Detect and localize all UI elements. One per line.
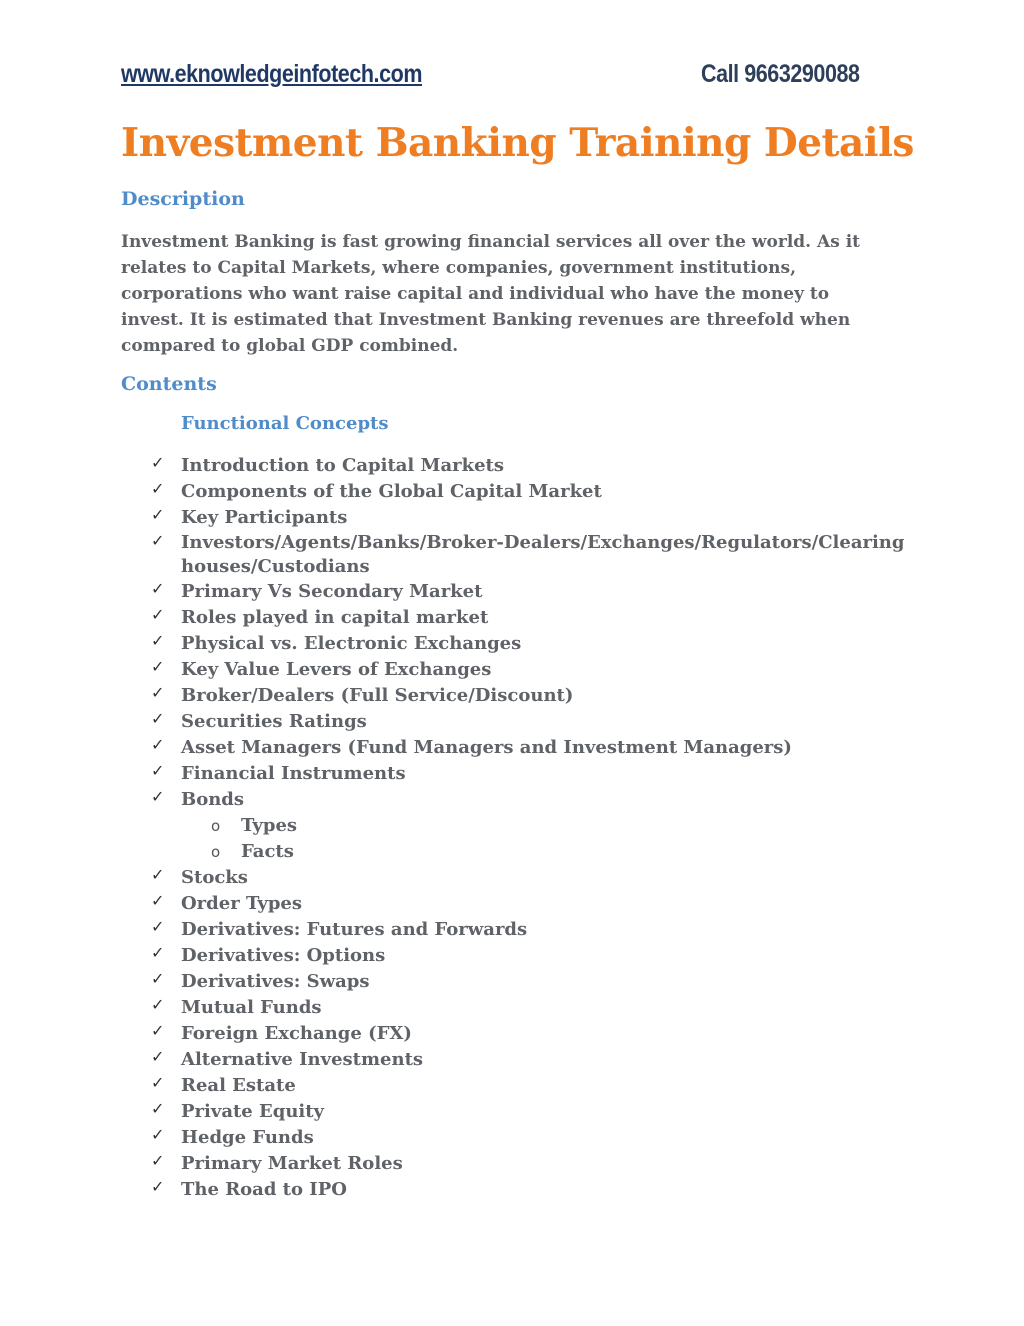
list-item-label: Primary Market Roles (181, 1153, 403, 1174)
list-item-label: Broker/Dealers (Full Service/Discount) (181, 685, 574, 706)
list-item (121, 683, 911, 709)
list-item (121, 787, 911, 813)
list-item-label: Bonds (181, 789, 245, 810)
checkmark-icon: ✓ (151, 787, 165, 806)
list-item-label: Derivatives: Swaps (181, 971, 370, 992)
page-header (121, 60, 911, 96)
list-item (121, 531, 911, 579)
list-item (121, 579, 911, 605)
list-item-label: Derivatives: Futures and Forwards (181, 919, 528, 940)
list-item (121, 453, 911, 479)
list-item (121, 969, 911, 995)
checkmark-icon: ✓ (151, 657, 165, 676)
list-item (121, 505, 911, 531)
checkmark-icon: ✓ (151, 579, 165, 598)
checkmark-icon: ✓ (151, 605, 165, 624)
list-item-label: Key Value Levers of Exchanges (181, 659, 492, 680)
list-item (121, 1099, 911, 1125)
list-item-label: Key Participants (181, 507, 348, 528)
list-item (121, 1047, 911, 1073)
description-heading: Description (121, 188, 245, 210)
checkmark-icon: ✓ (151, 995, 165, 1014)
list-item-label: Asset Managers (Fund Managers and Investment Managers) (181, 737, 792, 758)
checkmark-icon: ✓ (151, 891, 165, 910)
checkmark-icon: ✓ (151, 479, 165, 498)
checkmark-icon: ✓ (151, 943, 165, 962)
phone-number: Call 9663290088 (701, 60, 860, 88)
checkmark-icon: ✓ (151, 531, 165, 550)
list-item (121, 891, 911, 917)
website-link[interactable]: www.eknowledgeinfotech.com (121, 60, 423, 88)
list-item-label: Investors/Agents/Banks/Broker-Dealers/Exchanges/Regulators/Clearing houses/Custodians (181, 532, 905, 577)
list-item-label: Alternative Investments (181, 1049, 424, 1070)
checkmark-icon: ✓ (151, 1151, 165, 1170)
checkmark-icon: ✓ (151, 683, 165, 702)
list-item-label: Roles played in capital market (181, 607, 489, 628)
list-item-label: Foreign Exchange (FX) (181, 1023, 412, 1044)
checkmark-icon: ✓ (151, 1125, 165, 1144)
checkmark-icon: ✓ (151, 1073, 165, 1092)
list-item-label: Financial Instruments (181, 763, 406, 784)
list-item-label: Physical vs. Electronic Exchanges (181, 633, 522, 654)
sub-list-item (121, 813, 911, 839)
checkmark-icon: ✓ (151, 709, 165, 728)
list-item (121, 995, 911, 1021)
sub-list-item-label: Types (241, 815, 298, 836)
list-item-label: Private Equity (181, 1101, 325, 1122)
circle-bullet-icon: o (211, 817, 221, 835)
list-item-label: Derivatives: Options (181, 945, 386, 966)
list-item-label: Primary Vs Secondary Market (181, 581, 483, 602)
sub-list-item-label: Facts (241, 841, 294, 862)
list-item (121, 735, 911, 761)
functional-concepts-heading: Functional Concepts (181, 413, 389, 434)
checkmark-icon: ✓ (151, 865, 165, 884)
list-item-label: Real Estate (181, 1075, 296, 1096)
list-item-label: Order Types (181, 893, 302, 914)
checkmark-icon: ✓ (151, 1099, 165, 1118)
checkmark-icon: ✓ (151, 1021, 165, 1040)
contents-heading: Contents (121, 373, 217, 395)
checkmark-icon: ✓ (151, 631, 165, 650)
list-item (121, 657, 911, 683)
contents-list (121, 453, 911, 1203)
list-item (121, 1177, 911, 1203)
checkmark-icon: ✓ (151, 1047, 165, 1066)
checkmark-icon: ✓ (151, 735, 165, 754)
list-item-label: Components of the Global Capital Market (181, 481, 602, 502)
list-item (121, 1125, 911, 1151)
checkmark-icon: ✓ (151, 505, 165, 524)
list-item (121, 1073, 911, 1099)
list-item (121, 709, 911, 735)
sub-list-item (121, 839, 911, 865)
checkmark-icon: ✓ (151, 917, 165, 936)
checkmark-icon: ✓ (151, 761, 165, 780)
list-item (121, 479, 911, 505)
list-item-label: Mutual Funds (181, 997, 322, 1018)
list-item (121, 1151, 911, 1177)
list-item (121, 631, 911, 657)
page-title: Investment Banking Training Details (121, 120, 914, 166)
list-item (121, 761, 911, 787)
checkmark-icon: ✓ (151, 1177, 165, 1196)
list-item (121, 605, 911, 631)
checkmark-icon: ✓ (151, 969, 165, 988)
list-item-label: Introduction to Capital Markets (181, 455, 504, 476)
list-item (121, 917, 911, 943)
list-item (121, 943, 911, 969)
list-item (121, 1021, 911, 1047)
list-item-label: Stocks (181, 867, 248, 888)
list-item-label: Hedge Funds (181, 1127, 314, 1148)
circle-bullet-icon: o (211, 843, 221, 861)
description-text: Investment Banking is fast growing financial services all over the world. As it relates to Capital Markets, where companies, government institutions, corporations who want raise capital and individual who have the money to invest. It is estimated that Investment Banking revenues are threefold when compared to global GDP combined. (121, 232, 861, 356)
checkmark-icon: ✓ (151, 453, 165, 472)
list-item-label: The Road to IPO (181, 1179, 347, 1200)
list-item (121, 865, 911, 891)
list-item-label: Securities Ratings (181, 711, 367, 732)
